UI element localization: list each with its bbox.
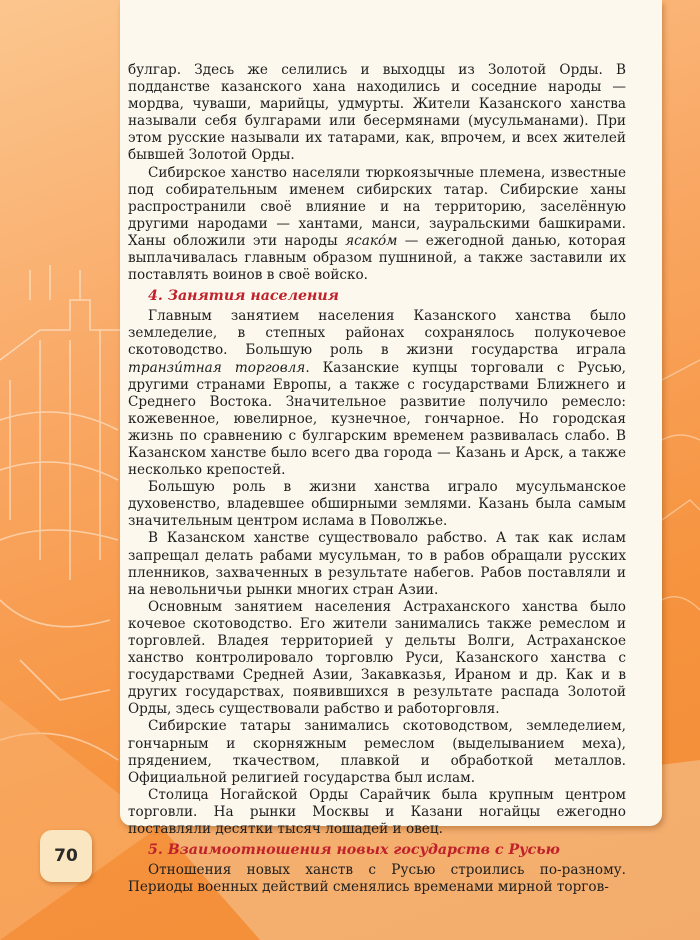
paragraph: Столица Ногайской Орды Сарайчик была крупным центром торговли. На рынки Москвы и Казани ногайцы ежегодно поставляли десятки тысяч лошадей и овец. xyxy=(128,786,626,838)
paragraph: булгар. Здесь же селились и выходцы из Золотой Орды. В подданстве казанского хана находились и соседние народы — мордва, чуваши, марийцы, удмурты. Жители Казанского ханства называли себя булгарами или бесермянами (мусульманами). При этом русские называли их татарами, как, впрочем, и всех жителей бывшей Золотой Орды. xyxy=(128,62,626,164)
section-heading-relations: 5. Взаимоотношения новых государств с Русью xyxy=(148,842,560,859)
paragraph-text: Главным занятием населения Казанского ханства было земледелие, в степных районах сохранялось полукочевое скотоводство. Большую роль в жизни государства играла xyxy=(128,308,626,359)
paragraph: Основным занятием населения Астраханского ханства было кочевое скотоводство. Его жители занимались также ремеслом и торговлей. Владея территорией у дельты Волги, Астраханское ханство контролировало торговлю Руси, Казанского ханства с государствами Средней Азии, Закавказья, Ираном и др. Как и в других государствах, появившихся в результате распада Золотой Орды, здесь существовали рабство и работорговля. xyxy=(128,598,626,718)
paragraph-text: — ежегодной данью, которая выплачивалась главным образом пушниной, а также заставили их поставлять воинов в своё войско. xyxy=(128,232,626,284)
term-yasak: ясако́м xyxy=(345,232,398,249)
paragraph-text: . Казанские купцы торговали с Русью, другими странами Европы, а также с государствами Ближнего и Среднего Востока. Значительное развитие получило ремесло: кожевенное, ювелирное, кузнечное, гончарное. Но городская жизнь по сравнению с булгарским временем развивалась слабо. В Казанском ханстве было всего два города — Казань и Арск, а также несколько крепостей. xyxy=(128,359,626,479)
paragraph: В Казанском ханстве существовало рабство. А так как ислам запрещал делать рабами мусульман, то в рабов обращали русских пленников, захваченных в результате набегов. Рабов поставляли и на невольничьи рынки многих стран Азии. xyxy=(128,530,626,598)
page-number: 70 xyxy=(40,830,92,882)
paragraph xyxy=(128,308,626,479)
paragraph: Отношения новых ханств с Русью строились по-разному. Периоды военных действий сменялись временами мирной торгов- xyxy=(128,862,626,896)
paragraph: Большую роль в жизни ханства играло мусульманское духовенство, владевшее обширными землями. Казань была самым значительным центром ислама в Поволжье. xyxy=(128,479,626,530)
page-content xyxy=(128,62,626,896)
section-heading-occupations: 4. Занятия населения xyxy=(148,288,339,305)
term-transit-trade: транзи́тная торговля xyxy=(128,359,306,376)
paragraph-text: Сибирское ханство населяли тюркоязычные племена, известные под собирательным именем сибирских татар. Сибирские ханы распространили своё влияние и на территорию, заселённую другими народами — хантами, манси, зауральскими башкирами. Ханы обложили эти народы xyxy=(128,164,626,249)
paragraph xyxy=(128,165,626,285)
paragraph: Сибирские татары занимались скотоводством, земледелием, гончарным и скорняжным ремеслом (выделыванием меха), прядением, ткачеством, плавкой и обработкой металлов. Официальной религией государства был ислам. xyxy=(128,718,626,786)
